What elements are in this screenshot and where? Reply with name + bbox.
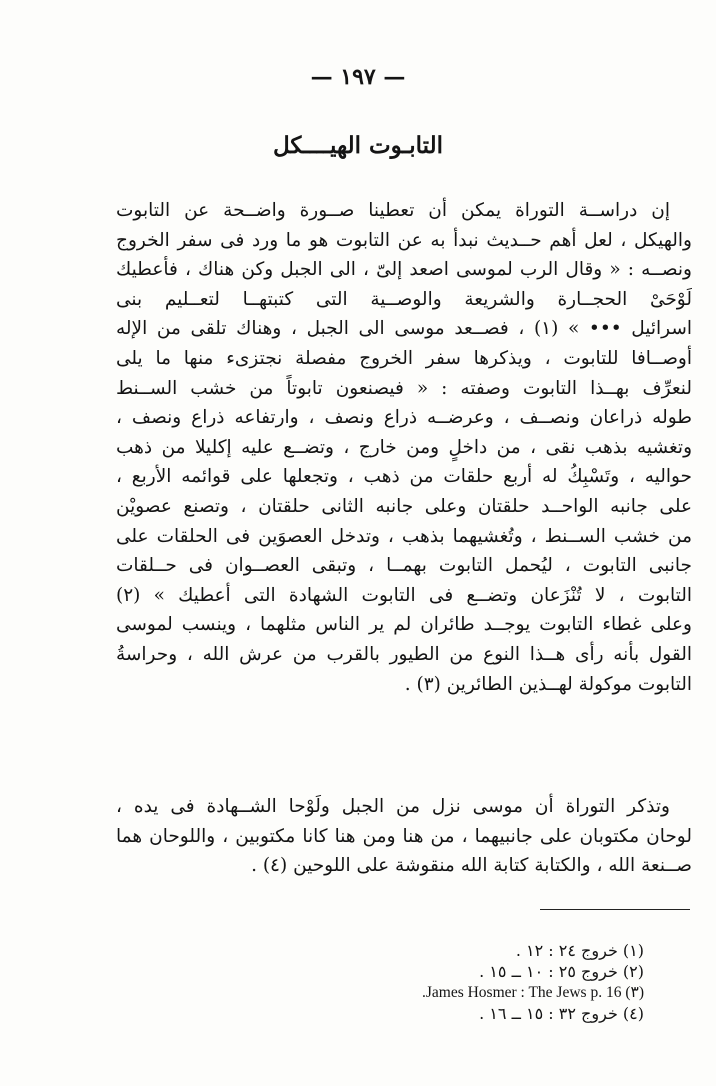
footnote-2: (٢) خروج ٢٥ : ١٠ ــ ١٥ . [479,962,644,981]
footnote-divider [540,909,690,910]
paragraph-1 [116,196,692,699]
footnote-3: (٣) James Hosmer : The Jews p. 16. [421,984,644,1001]
text-line: أوصــافا للتابوت ، ويذكرها سفر الخروج مفصلة نجتزىء منها ما يلى [116,347,692,369]
text-line: حواليه ، وتَسْبِكُ له أربع حلقات من ذهب ، وتجعلها على قوائمه الأربع ، [116,466,692,488]
text-line: وعلى غطاء التابوت يوجــد طائران لم ير الناس مثلهما ، وينسب لموسى [116,614,692,636]
section-title: التابـوت الهيــــكل [272,132,444,159]
text-line: ونصــه : « وقال الرب لموسى اصعد إلىّ ، الى الجبل وكن هناك ، فأعطيك [116,259,692,281]
text-line: لوحان مكتوبان على جانبيهما ، من هنا ومن هنا كانا مكتوبين ، واللوحان هما [116,825,692,847]
text-line: اسرائيل ••• » (١) ، فصــعد موسى الى الجبل ، وهناك تلقى من الإله [116,318,692,340]
text-line: التابوت موكولة لهــذين الطائرين (٣) . [404,673,692,695]
text-line: جانبى التابوت ، ليُحمل التابوت بهمــا ، وتبقى العصــوان فى حــلقات [116,555,692,577]
text-line: والهيكل ، لعل أهم حــديث نبدأ به عن التابوت هو ما ورد فى سفر الخروج [116,229,692,251]
text-line: وتغشيه بذهب نقى ، من داخلٍ ومن خارج ، وتضــع عليه إكليلا من ذهب [116,436,692,458]
paragraph-2 [116,792,692,881]
text-line: إن دراســة التوراة يمكن أن تعطينا صــورة واضــحة عن التابوت [116,200,670,221]
text-line: على جانبه الواحــد حلقتان وعلى جانبه الثانى حلقتان ، وتصنع عصويْن [116,495,692,517]
footnotes [224,940,644,1024]
footnote-1: (١) خروج ٢٤ : ١٢ . [515,941,644,960]
page-number: — ١٩٧ — [310,64,406,90]
footnote-4: (٤) خروج ٣٢ : ١٥ ــ ١٦ . [479,1004,644,1023]
text-line: القول بأنه رأى هــذا النوع من الطيور بالقرب من عرش الله ، وحراسةُ [116,643,692,665]
text-line: التابوت ، لا تُنْزَعان وتضــع فى التابوت الشهادة التى أعطيك » (٢) [116,584,692,606]
text-line: لنعرِّف بهــذا التابوت وصفته : « فيصنعون تابوتاً من خشب الســنط [116,377,692,399]
text-line: وتذكر التوراة أن موسى نزل من الجبل ولَوْحا الشــهادة فى يده ، [116,796,670,817]
text-line: من خشب الســنط ، وتُغشيهما بذهب ، وتدخل العصوَين فى الحلقات على [116,525,692,547]
text-line: طوله ذراعان ونصــف ، وعرضــه ذراع ونصف ، وارتفاعه ذراع ونصف ، [116,407,692,429]
text-line: لَوْحَىْ الحجــارة والشريعة والوصــية التى كتبتهــا لتعــليم بنى [116,288,692,310]
text-line: صــنعة الله ، والكتابة كتابة الله منقوشة على اللوحين (٤) . [251,855,692,877]
